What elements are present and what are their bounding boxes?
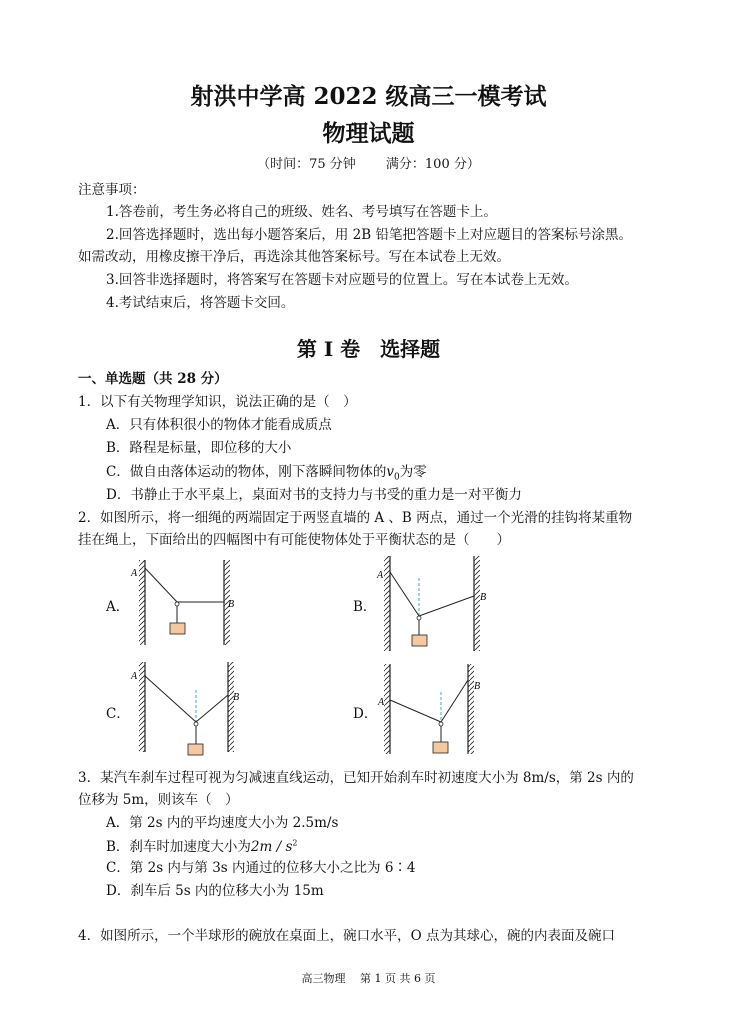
- q2-option-c-label: C．: [106, 706, 130, 722]
- q3-option-c: C．第 2s 内与第 3s 内通过的位移大小之比为 6∶4: [106, 860, 416, 876]
- notice-heading: 注意事项：: [78, 182, 146, 198]
- notice-item-3: 3.回答非选择题时，将答案写在答题卡对应题号的位置上。写在本试卷上无效。: [106, 272, 578, 288]
- q3-stem-line1: 3．某汽车刹车过程可视为匀减速直线运动，已知开始刹车时初速度大小为 8m/s，第 2s 内的: [78, 770, 634, 786]
- diagram-a-point-b: B: [228, 599, 235, 610]
- diagram-c: [130, 662, 239, 755]
- q2-option-b-label: B．: [353, 599, 377, 615]
- diagram-a: [130, 560, 234, 645]
- diagram-c-point-b: B: [233, 692, 240, 703]
- diagram-d: [377, 664, 480, 754]
- subject-title: 物理试题: [322, 120, 415, 147]
- exam-title: 射洪中学高 2022 级高三一模考试: [190, 83, 547, 110]
- q3-option-a: A．第 2s 内的平均速度大小为 2.5m/s: [106, 815, 339, 831]
- diagram-d-point-a: A: [378, 697, 385, 708]
- q3-option-d: D．刹车后 5s 内的位移大小为 15m: [106, 883, 324, 899]
- diagram-b: [376, 556, 486, 651]
- notice-item-2: 2.回答选择题时，选出每小题答案后，用 2B 铅笔把答题卡上对应题目的答案标号涂黑。: [106, 227, 632, 243]
- q3-option-b-text: B．刹车时加速度大小为: [106, 839, 251, 855]
- q2-option-d-label: D．: [353, 706, 378, 722]
- q1-option-d: D．书静止于水平桌上，桌面对书的支持力与书受的重力是一对平衡力: [106, 487, 522, 503]
- q1-option-c-text: C．做自由落体运动的物体，刚下落瞬间物体的: [106, 464, 387, 480]
- time-info: （时间：75 分钟 满分：100 分）: [257, 157, 480, 172]
- part-title: 一、单选题（共 28 分）: [78, 371, 228, 387]
- q3-stem-line2: 位移为 5m，则该车（ ）: [78, 792, 239, 808]
- q3-option-b: [106, 835, 297, 855]
- diagram-b-point-b: B: [480, 592, 487, 603]
- q1-option-c-symbol: v: [386, 464, 394, 480]
- q1-option-c-tail: 为零: [399, 464, 427, 480]
- section-title: 第 I 卷 选择题: [296, 337, 441, 361]
- q2-option-a-label: A．: [106, 599, 130, 615]
- diagram-d-point-b: B: [474, 681, 481, 692]
- q3-option-b-exponent: 2: [292, 838, 298, 848]
- diagram-c-point-a: A: [131, 671, 138, 682]
- q2-stem-line2: 挂在绳上，下面给出的四幅图中有可能使物体处于平衡状态的是（ ）: [78, 532, 510, 548]
- notice-item-4: 4.考试结束后，将答题卡交回。: [106, 295, 295, 311]
- diagram-b-point-a: A: [377, 570, 384, 581]
- q2-stem-line1: 2．如图所示，将一细绳的两端固定于两竖直墙的 A 、B 两点，通过一个光滑的挂钩将某重物: [78, 510, 633, 526]
- notice-item-2-cont: 如需改动，用橡皮擦干净后，再选涂其他答案标号。写在本试卷上无效。: [78, 249, 510, 265]
- q4-stem-line1: 4．如图所示，一个半球形的碗放在桌面上，碗口水平，O 点为其球心，碗的内表面及碗口: [78, 928, 615, 944]
- q1-stem: 1．以下有关物理学知识，说法正确的是（ ）: [78, 394, 357, 410]
- diagram-a-point-a: A: [131, 568, 138, 579]
- page-footer: 高三物理 第 1 页 共 6 页: [301, 972, 436, 985]
- q1-option-a: A．只有体积很小的物体才能看成质点: [106, 417, 332, 433]
- q1-option-b: B．路程是标量，即位移的大小: [106, 440, 292, 456]
- notice-item-1: 1.答卷前，考生务必将自己的班级、姓名、考号填写在答题卡上。: [106, 204, 497, 220]
- q3-option-b-value: 2m / s: [250, 839, 293, 855]
- q1-option-c-subscript: 0: [393, 472, 400, 483]
